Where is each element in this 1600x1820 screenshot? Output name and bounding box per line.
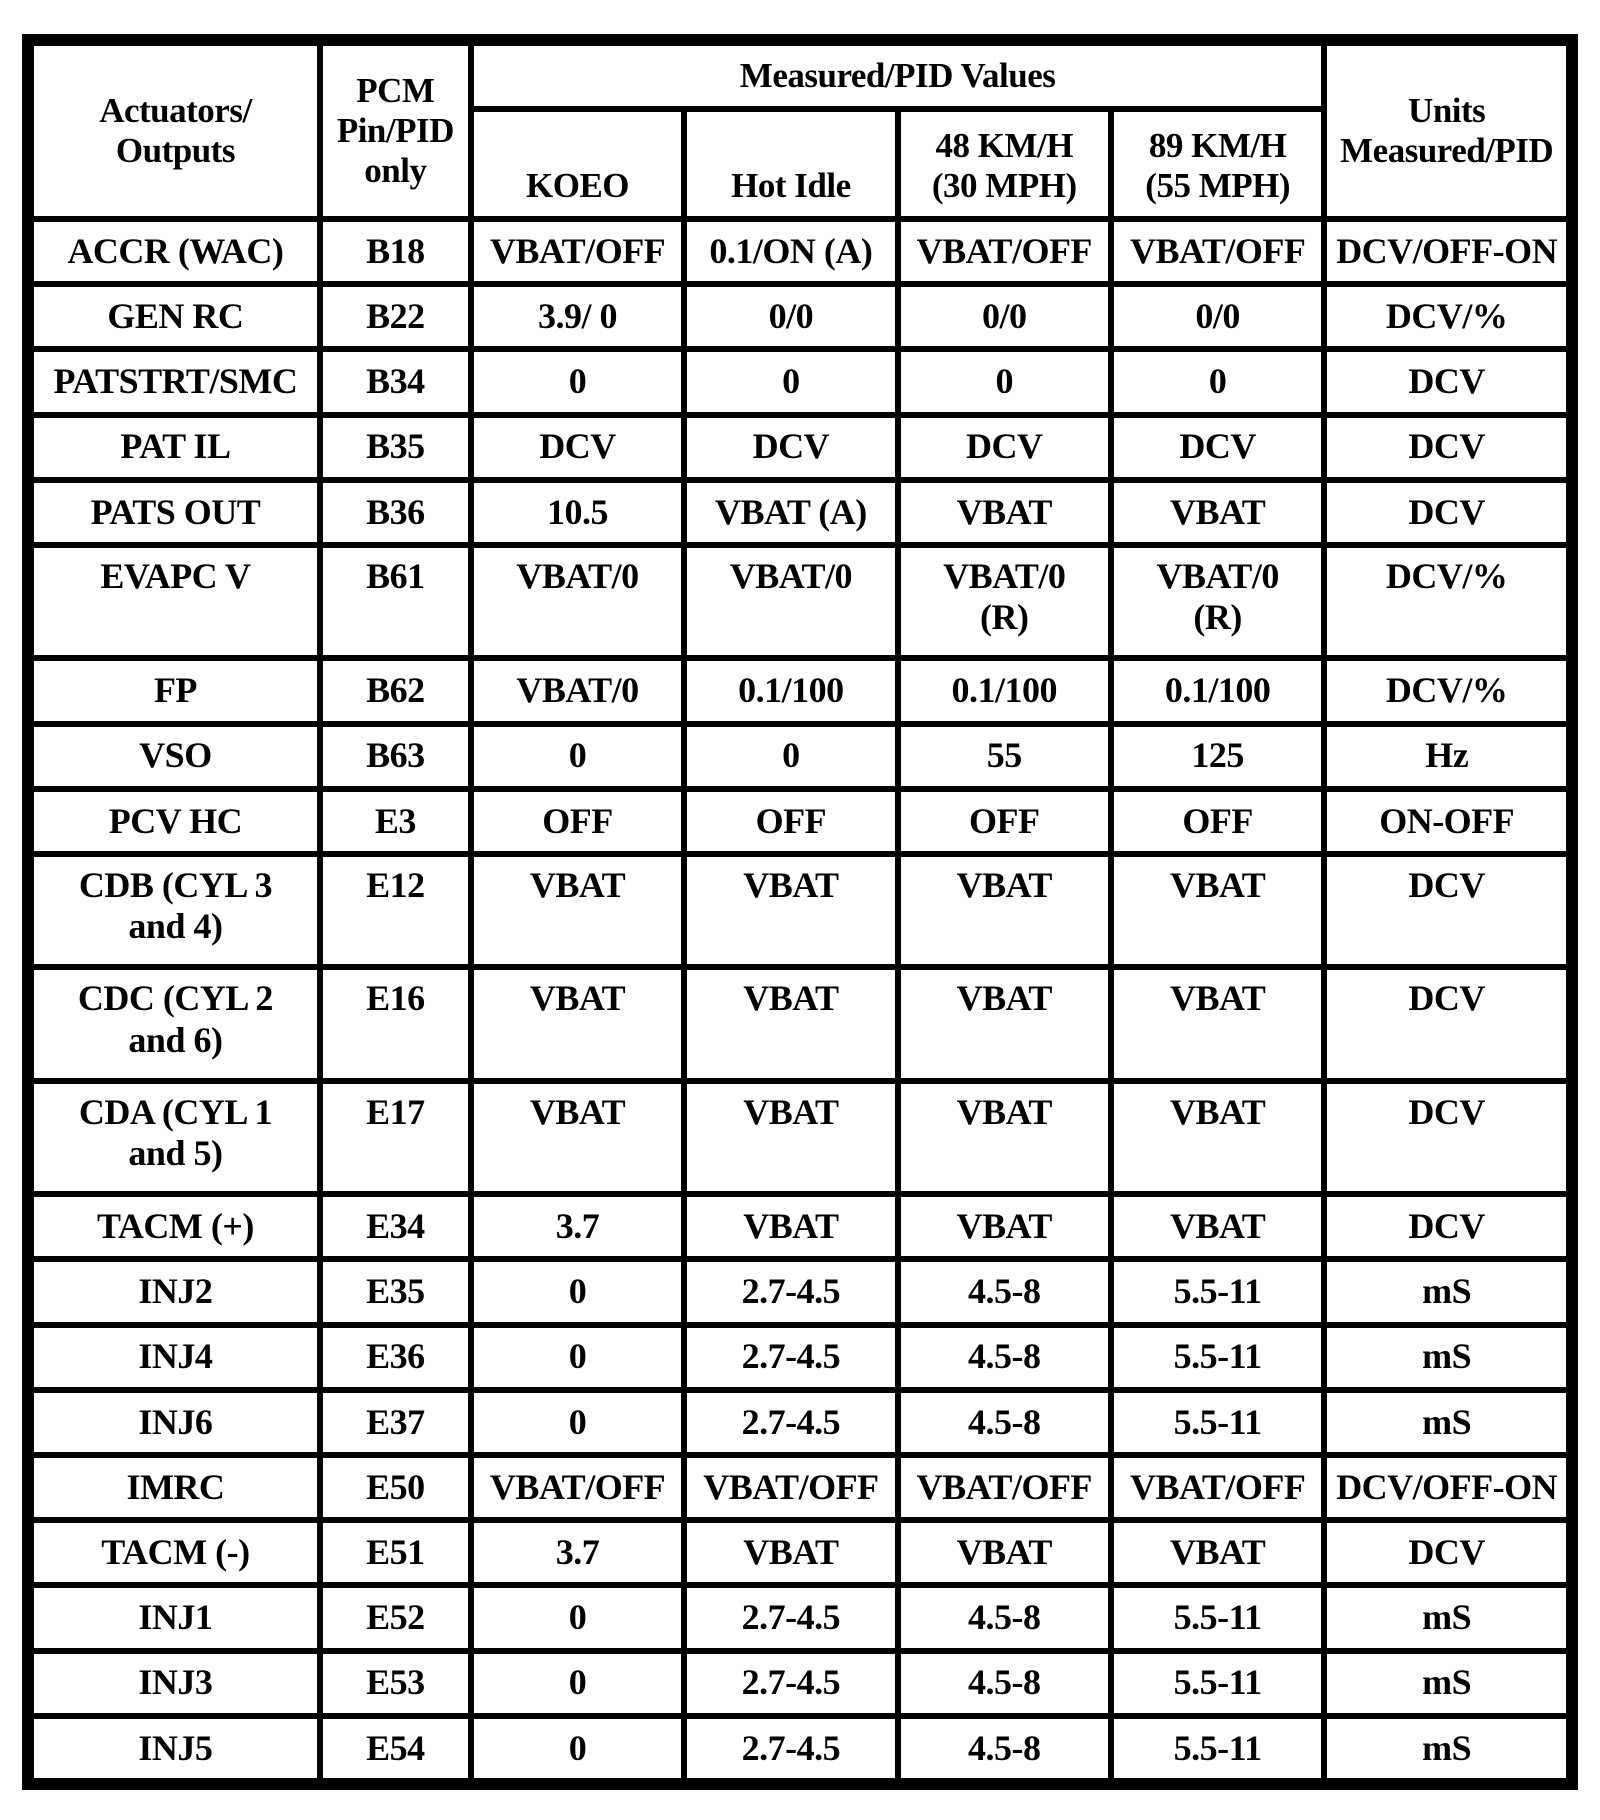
kmh48-value-cell: 4.5-8 [901, 1654, 1108, 1713]
hot-idle-value-cell: VBAT/0 [687, 548, 894, 655]
units-cell: mS [1327, 1393, 1566, 1452]
koeo-value-cell: DCV [474, 418, 681, 477]
hot-idle-value-cell: 0.1/ON (A) [687, 222, 894, 281]
units-cell: DCV [1327, 352, 1566, 411]
units-cell: DCV [1327, 418, 1566, 477]
kmh48-value-cell: VBAT [901, 1523, 1108, 1582]
kmh89-value-cell: 0.1/100 [1114, 661, 1321, 720]
koeo-value-cell: VBAT/OFF [474, 1458, 681, 1517]
kmh48-value-cell: 0 [901, 352, 1108, 411]
pcm-pin-cell: E34 [323, 1197, 468, 1256]
pcm-pin-cell: B35 [323, 418, 468, 477]
table-row [34, 661, 1566, 720]
pcm-pin-cell: B62 [323, 661, 468, 720]
actuator-name-cell: EVAPC V [34, 548, 317, 655]
kmh48-value-cell: 55 [901, 727, 1108, 786]
kmh89-value-cell: 5.5-11 [1114, 1262, 1321, 1321]
actuator-name-cell: INJ2 [34, 1262, 317, 1321]
units-cell: mS [1327, 1262, 1566, 1321]
actuator-name-cell: CDC (CYL 2 and 6) [34, 970, 317, 1077]
pcm-pin-cell: B22 [323, 287, 468, 346]
kmh89-value-cell: VBAT [1114, 1197, 1321, 1256]
pcm-pin-cell: E16 [323, 970, 468, 1077]
hot-idle-value-cell: 2.7-4.5 [687, 1588, 894, 1647]
actuator-name-cell: TACM (-) [34, 1523, 317, 1582]
koeo-value-cell: 0 [474, 352, 681, 411]
actuator-name-cell: INJ1 [34, 1588, 317, 1647]
units-cell: DCV [1327, 1197, 1566, 1256]
hot-idle-value-cell: VBAT [687, 857, 894, 964]
actuator-name-cell: ACCR (WAC) [34, 222, 317, 281]
units-cell: DCV [1327, 1523, 1566, 1582]
units-cell: mS [1327, 1588, 1566, 1647]
kmh48-value-cell: DCV [901, 418, 1108, 477]
hot-idle-value-cell: OFF [687, 792, 894, 851]
kmh89-value-cell: DCV [1114, 418, 1321, 477]
units-cell: DCV/% [1327, 287, 1566, 346]
koeo-value-cell: VBAT/OFF [474, 222, 681, 281]
actuator-name-cell: CDB (CYL 3 and 4) [34, 857, 317, 964]
actuator-name-cell: PCV HC [34, 792, 317, 851]
kmh89-value-cell: VBAT [1114, 857, 1321, 964]
table-row [34, 1523, 1566, 1582]
table-row [34, 1084, 1566, 1191]
pcm-pin-cell: E37 [323, 1393, 468, 1452]
koeo-value-cell: OFF [474, 792, 681, 851]
kmh89-value-cell: 5.5-11 [1114, 1719, 1321, 1778]
hot-idle-value-cell: 2.7-4.5 [687, 1719, 894, 1778]
kmh89-value-cell: 5.5-11 [1114, 1393, 1321, 1452]
kmh89-value-cell: 0/0 [1114, 287, 1321, 346]
actuator-name-cell: CDA (CYL 1 and 5) [34, 1084, 317, 1191]
pcm-pin-cell: E36 [323, 1328, 468, 1387]
header-actuators-outputs: Actuators/ Outputs [34, 46, 317, 216]
pcm-pin-cell: B18 [323, 222, 468, 281]
actuator-name-cell: INJ3 [34, 1654, 317, 1713]
actuator-name-cell: IMRC [34, 1458, 317, 1517]
kmh48-value-cell: 4.5-8 [901, 1262, 1108, 1321]
pcm-pin-cell: E50 [323, 1458, 468, 1517]
koeo-value-cell: VBAT/0 [474, 661, 681, 720]
kmh48-value-cell: 0/0 [901, 287, 1108, 346]
kmh89-value-cell: VBAT [1114, 970, 1321, 1077]
pcm-pin-cell: B34 [323, 352, 468, 411]
kmh48-value-cell: VBAT [901, 1084, 1108, 1191]
kmh89-value-cell: VBAT/0 (R) [1114, 548, 1321, 655]
kmh89-value-cell: VBAT/OFF [1114, 1458, 1321, 1517]
header-89-kmh: 89 KM/H (55 MPH) [1114, 112, 1321, 216]
koeo-value-cell: 0 [474, 1393, 681, 1452]
table-body [34, 222, 1566, 1778]
pcm-pin-cell: E12 [323, 857, 468, 964]
pcm-spec-table-frame [22, 34, 1578, 1790]
table-row [34, 548, 1566, 655]
units-cell: DCV/OFF-ON [1327, 222, 1566, 281]
actuator-name-cell: INJ6 [34, 1393, 317, 1452]
table-row [34, 1262, 1566, 1321]
units-cell: DCV [1327, 483, 1566, 542]
pcm-pin-cell: B61 [323, 548, 468, 655]
units-cell: DCV/OFF-ON [1327, 1458, 1566, 1517]
pcm-pin-cell: E3 [323, 792, 468, 851]
table-row [34, 1588, 1566, 1647]
koeo-value-cell: 0 [474, 1719, 681, 1778]
actuator-name-cell: GEN RC [34, 287, 317, 346]
actuator-name-cell: INJ5 [34, 1719, 317, 1778]
table-row [34, 1719, 1566, 1778]
hot-idle-value-cell: 0 [687, 727, 894, 786]
table-row [34, 352, 1566, 411]
koeo-value-cell: 3.7 [474, 1523, 681, 1582]
koeo-value-cell: 0 [474, 727, 681, 786]
table-row [34, 287, 1566, 346]
hot-idle-value-cell: VBAT (A) [687, 483, 894, 542]
hot-idle-value-cell: 0/0 [687, 287, 894, 346]
pcm-pin-cell: E51 [323, 1523, 468, 1582]
actuator-name-cell: PATSTRT/SMC [34, 352, 317, 411]
units-cell: mS [1327, 1328, 1566, 1387]
hot-idle-value-cell: 2.7-4.5 [687, 1393, 894, 1452]
table-row [34, 857, 1566, 964]
actuator-name-cell: PAT IL [34, 418, 317, 477]
hot-idle-value-cell: 2.7-4.5 [687, 1654, 894, 1713]
kmh48-value-cell: 4.5-8 [901, 1588, 1108, 1647]
header-pcm-pin-pid: PCM Pin/PID only [323, 46, 468, 216]
units-cell: DCV [1327, 1084, 1566, 1191]
header-units-measured-pid: Units Measured/PID [1327, 46, 1566, 216]
koeo-value-cell: 3.7 [474, 1197, 681, 1256]
kmh89-value-cell: VBAT/OFF [1114, 222, 1321, 281]
table-row [34, 222, 1566, 281]
actuator-name-cell: PATS OUT [34, 483, 317, 542]
pcm-pin-cell: E35 [323, 1262, 468, 1321]
kmh48-value-cell: VBAT [901, 1197, 1108, 1256]
kmh89-value-cell: VBAT [1114, 483, 1321, 542]
table-row [34, 792, 1566, 851]
kmh48-value-cell: OFF [901, 792, 1108, 851]
koeo-value-cell: 10.5 [474, 483, 681, 542]
header-hot-idle: Hot Idle [687, 112, 894, 216]
koeo-value-cell: 3.9/ 0 [474, 287, 681, 346]
pcm-spec-table [28, 40, 1572, 1784]
hot-idle-value-cell: 2.7-4.5 [687, 1262, 894, 1321]
hot-idle-value-cell: 0 [687, 352, 894, 411]
units-cell: mS [1327, 1719, 1566, 1778]
kmh89-value-cell: 125 [1114, 727, 1321, 786]
hot-idle-value-cell: VBAT [687, 1084, 894, 1191]
table-row [34, 727, 1566, 786]
header-measured-pid-values: Measured/PID Values [474, 46, 1322, 106]
kmh89-value-cell: 0 [1114, 352, 1321, 411]
units-cell: mS [1327, 1654, 1566, 1713]
koeo-value-cell: 0 [474, 1588, 681, 1647]
hot-idle-value-cell: DCV [687, 418, 894, 477]
kmh89-value-cell: 5.5-11 [1114, 1588, 1321, 1647]
hot-idle-value-cell: VBAT/OFF [687, 1458, 894, 1517]
table-row [34, 1458, 1566, 1517]
units-cell: Hz [1327, 727, 1566, 786]
hot-idle-value-cell: 0.1/100 [687, 661, 894, 720]
kmh89-value-cell: VBAT [1114, 1084, 1321, 1191]
table-row [34, 970, 1566, 1077]
hot-idle-value-cell: VBAT [687, 1523, 894, 1582]
actuator-name-cell: FP [34, 661, 317, 720]
pcm-pin-cell: E52 [323, 1588, 468, 1647]
kmh89-value-cell: OFF [1114, 792, 1321, 851]
pcm-pin-cell: E54 [323, 1719, 468, 1778]
pcm-pin-cell: B36 [323, 483, 468, 542]
hot-idle-value-cell: 2.7-4.5 [687, 1328, 894, 1387]
koeo-value-cell: VBAT [474, 1084, 681, 1191]
hot-idle-value-cell: VBAT [687, 1197, 894, 1256]
pcm-pin-cell: E17 [323, 1084, 468, 1191]
kmh48-value-cell: VBAT [901, 483, 1108, 542]
koeo-value-cell: VBAT [474, 970, 681, 1077]
table-row [34, 1654, 1566, 1713]
koeo-value-cell: 0 [474, 1328, 681, 1387]
units-cell: DCV/% [1327, 661, 1566, 720]
kmh89-value-cell: 5.5-11 [1114, 1328, 1321, 1387]
kmh48-value-cell: 4.5-8 [901, 1393, 1108, 1452]
header-koeo: KOEO [474, 112, 681, 216]
units-cell: DCV [1327, 857, 1566, 964]
kmh48-value-cell: VBAT [901, 970, 1108, 1077]
pcm-pin-cell: E53 [323, 1654, 468, 1713]
kmh48-value-cell: 0.1/100 [901, 661, 1108, 720]
header-48-kmh: 48 KM/H (30 MPH) [901, 112, 1108, 216]
units-cell: DCV [1327, 970, 1566, 1077]
table-row [34, 1197, 1566, 1256]
kmh48-value-cell: VBAT/OFF [901, 1458, 1108, 1517]
hot-idle-value-cell: VBAT [687, 970, 894, 1077]
kmh48-value-cell: VBAT [901, 857, 1108, 964]
koeo-value-cell: 0 [474, 1262, 681, 1321]
actuator-name-cell: VSO [34, 727, 317, 786]
kmh89-value-cell: VBAT [1114, 1523, 1321, 1582]
table-row [34, 483, 1566, 542]
kmh48-value-cell: VBAT/0 (R) [901, 548, 1108, 655]
koeo-value-cell: VBAT [474, 857, 681, 964]
table-row [34, 1393, 1566, 1452]
koeo-value-cell: 0 [474, 1654, 681, 1713]
table-row [34, 418, 1566, 477]
kmh48-value-cell: 4.5-8 [901, 1328, 1108, 1387]
actuator-name-cell: TACM (+) [34, 1197, 317, 1256]
units-cell: DCV/% [1327, 548, 1566, 655]
kmh48-value-cell: VBAT/OFF [901, 222, 1108, 281]
actuator-name-cell: INJ4 [34, 1328, 317, 1387]
kmh48-value-cell: 4.5-8 [901, 1719, 1108, 1778]
units-cell: ON-OFF [1327, 792, 1566, 851]
koeo-value-cell: VBAT/0 [474, 548, 681, 655]
table-row [34, 1328, 1566, 1387]
pcm-pin-cell: B63 [323, 727, 468, 786]
kmh89-value-cell: 5.5-11 [1114, 1654, 1321, 1713]
